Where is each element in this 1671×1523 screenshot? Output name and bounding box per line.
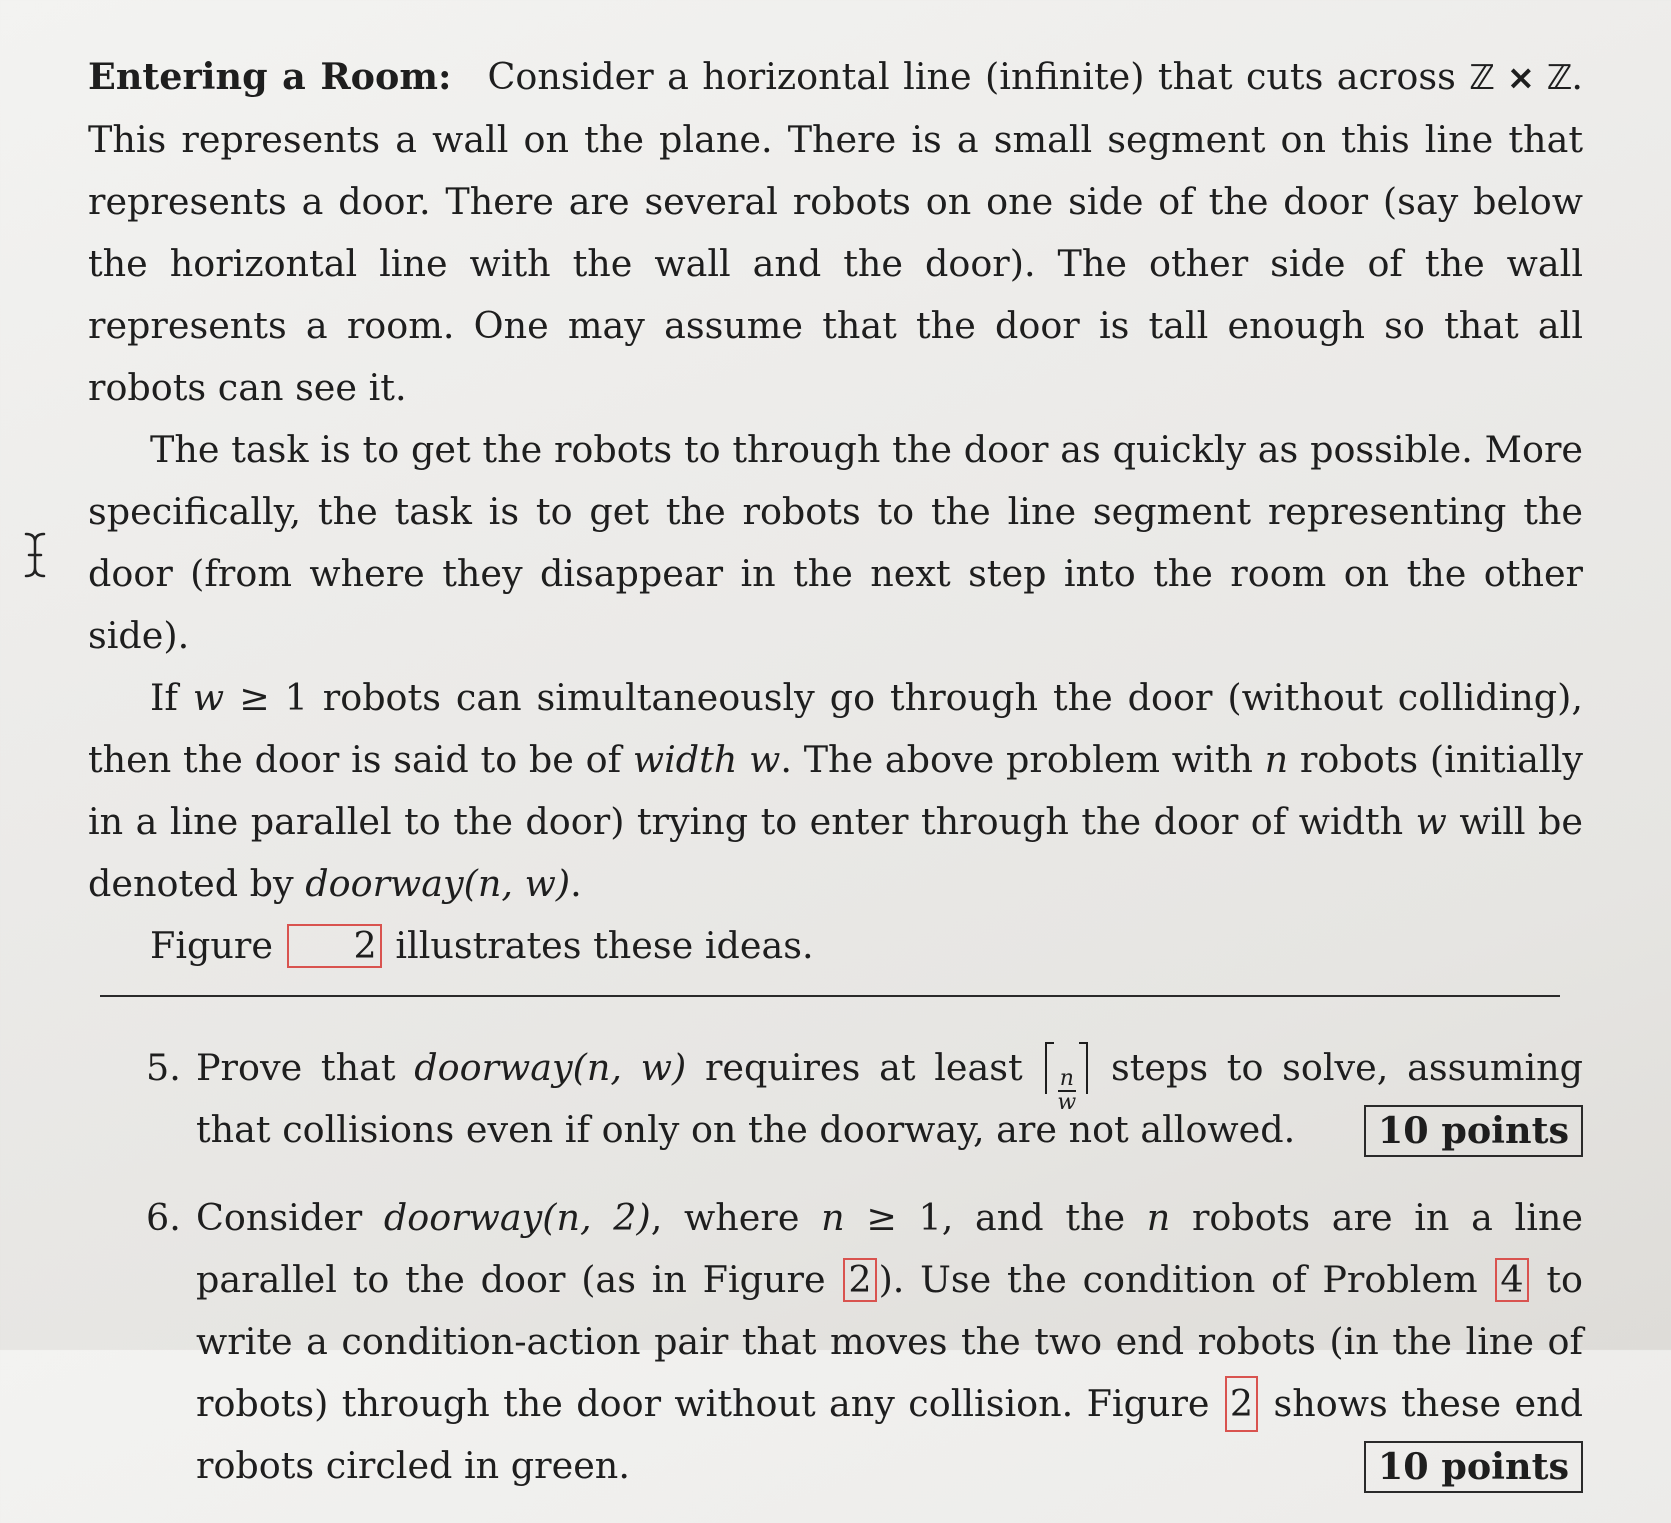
problem-list xyxy=(88,1037,1583,1497)
width-paragraph: If w ≥ 1 robots can simultaneously go through the door (without colliding), then the door is said to be of width w. The above problem with n robots (initially in a line parallel to the door) trying to enter through the door of width w will be denoted by doorway(n, w). xyxy=(88,676,1583,905)
figure-paragraph: Figure 2 illustrates these ideas. xyxy=(150,924,814,967)
problem-number: 5. xyxy=(146,1046,181,1089)
intro-text-rest: . This represents a wall on the plane. There is a small segment on this line that represents a door. There are several robots on one side of the door (say below the horizontal line with the wall and the door). The other side of the wall represents a room. One may assume that the door is tall enough so that all robots can see it. xyxy=(88,55,1583,409)
ceiling-fraction: $\frac{n}{w}$ xyxy=(1045,1042,1088,1092)
points-badge: 10 points xyxy=(1364,1105,1583,1157)
section-heading: Entering a Room: xyxy=(88,55,452,98)
document-page xyxy=(88,46,1583,1523)
doorway-notation: doorway(n, 2) xyxy=(383,1196,651,1239)
figure-reference-link[interactable]: 2 xyxy=(1225,1376,1258,1432)
problem-reference-link[interactable]: 4 xyxy=(1495,1258,1528,1302)
intro-text: Consider a horizontal line (infinite) that cuts across xyxy=(487,55,1470,98)
problem-item-6: 6. Consider doorway(n, 2), where n ≥ 1, and the n robots are in a line parallel to the door (as in Figure 2 ). Use the condition of Problem 4 to write a condition-action pair that moves the two end robots (in the line of robots) through the door without any collision. Figure 2 shows these end robots circled in green. 10 points xyxy=(88,1187,1583,1497)
doorway-notation: doorway(n, w) xyxy=(414,1046,687,1089)
figure-reference-link[interactable]: 2 xyxy=(843,1258,876,1302)
doorway-notation: doorway(n, w) xyxy=(305,862,571,905)
intro-paragraph xyxy=(88,46,1583,419)
task-paragraph: The task is to get the robots to through the door as quickly as possible. More specifically, the task is to get the robots to the line segment representing the door (from where they disappear in the next step into the room on the other side). xyxy=(88,428,1583,657)
section-divider xyxy=(100,995,1560,997)
figure-reference-link[interactable]: 2 xyxy=(287,924,382,968)
text-cursor-icon xyxy=(20,530,50,580)
problem-item-5: 5. Prove that doorway(n, w) requires at least $\frac{n}{w}$ steps to solve, assuming that collisions even if only on the doorway, are not allowed. 10 points xyxy=(88,1037,1583,1161)
points-badge: 10 points xyxy=(1364,1441,1583,1493)
integer-set-symbol: ℤ × ℤ xyxy=(1469,58,1572,98)
problem-number: 6. xyxy=(146,1196,181,1239)
width-term: width w xyxy=(632,738,781,781)
